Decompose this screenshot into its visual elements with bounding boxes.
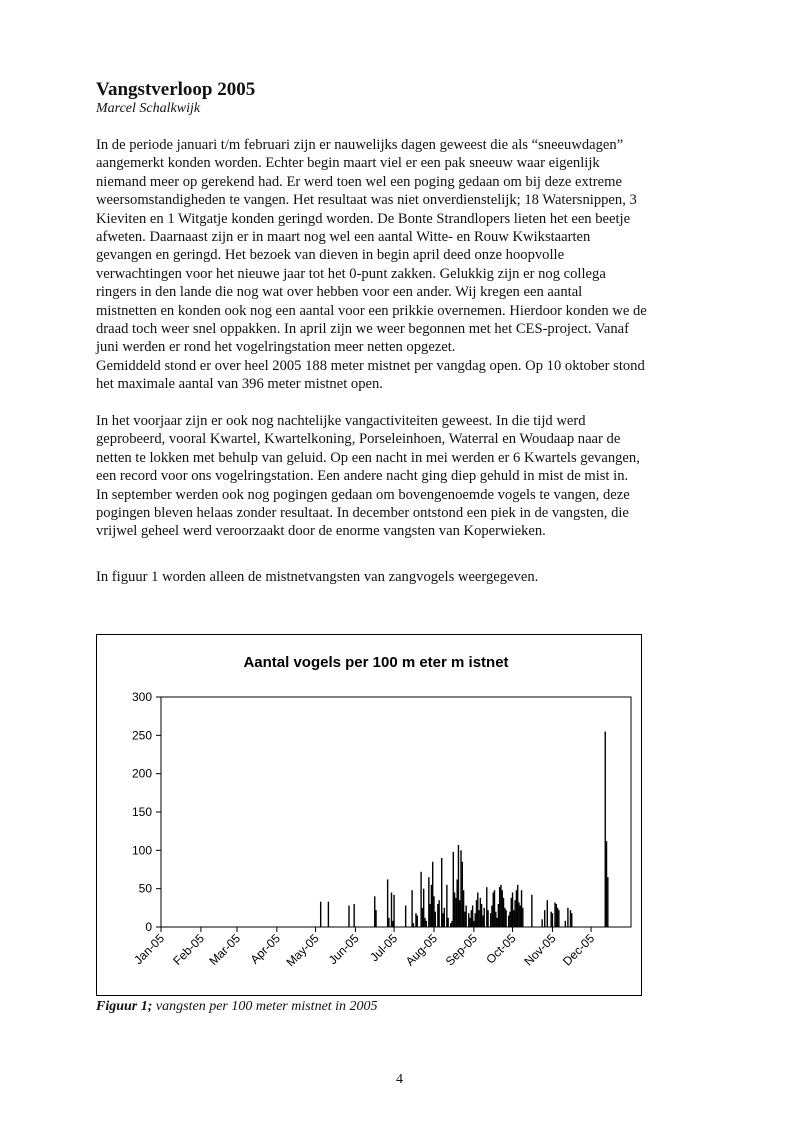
text-line: geprobeerd, vooral Kwartel, Kwartelkoning, Porseleinhoen, Waterral en Woudaap naar de xyxy=(96,431,621,448)
data-bar xyxy=(442,913,443,927)
data-bar xyxy=(565,921,566,927)
data-bar xyxy=(464,912,465,927)
data-bar xyxy=(476,900,477,927)
text-line: afweten. Daarnaast zijn er in maart nog wel een aantal Witte- en Rouw Kwikstaarten xyxy=(96,229,591,246)
data-bar xyxy=(328,902,329,927)
data-bar xyxy=(415,913,416,927)
author-name: Marcel Schalkwijk xyxy=(96,101,201,116)
data-bar xyxy=(463,890,464,927)
data-bar xyxy=(571,913,572,927)
data-bar xyxy=(428,877,429,927)
data-bar xyxy=(517,885,518,927)
text-line: In figuur 1 worden alleen de mistnetvangsten van zangvogels weergegeven. xyxy=(96,569,539,585)
data-bar xyxy=(512,893,513,928)
data-bar xyxy=(446,885,447,927)
data-bar xyxy=(494,890,495,927)
caption-label: Figuur 1; xyxy=(96,999,153,1014)
data-bar xyxy=(432,862,433,927)
data-bar xyxy=(422,908,423,927)
text-line: verwachtingen voor het nieuwe jaar tot het 0-punt zakken. Gelukkig zijn er nog collega xyxy=(96,265,606,282)
text-line: pogingen bleven helaas zonder resultaat. In december ontstond een piek in de vangsten, die xyxy=(96,505,629,522)
paragraph-1 xyxy=(96,136,716,394)
data-bar xyxy=(473,921,474,927)
data-bar xyxy=(469,918,470,927)
text-line: Kieviten en 1 Witgatje konden geringd worden. De Bonte Strandlopers lieten het een beetje xyxy=(96,210,631,227)
data-bar xyxy=(605,732,606,928)
data-bar xyxy=(557,908,558,927)
data-bar xyxy=(468,913,469,927)
data-bar xyxy=(556,904,557,927)
data-bar xyxy=(353,904,354,927)
data-bar xyxy=(458,845,459,927)
y-tick-label: 50 xyxy=(138,881,152,896)
paragraph-2 xyxy=(96,412,716,541)
x-tick-label: Apr-05 xyxy=(247,931,284,967)
data-bar xyxy=(505,910,506,927)
data-bar xyxy=(502,890,503,927)
data-bar xyxy=(554,902,555,927)
data-bar xyxy=(413,923,414,927)
data-bar xyxy=(518,902,519,927)
data-bar xyxy=(472,906,473,927)
data-bar xyxy=(499,887,500,927)
data-bar xyxy=(500,885,501,927)
chart-title: Aantal vogels per 100 m eter m istnet xyxy=(243,654,509,671)
data-bar xyxy=(387,879,388,927)
data-bar xyxy=(493,893,494,928)
data-bar xyxy=(423,889,424,927)
chart-figure xyxy=(96,634,642,996)
data-bar xyxy=(544,910,545,927)
plot-area xyxy=(161,697,631,927)
data-bar xyxy=(426,921,427,927)
data-bar xyxy=(521,890,522,927)
page-number: 4 xyxy=(396,1072,403,1087)
data-bar xyxy=(462,862,463,927)
text-line: aangemerkt konden worden. Echter begin maart viel er een pak sneeuw waar eigenlijk xyxy=(96,155,600,172)
data-bar xyxy=(459,900,460,927)
data-bar xyxy=(424,918,425,927)
figure-caption xyxy=(96,999,378,1015)
y-tick-label: 100 xyxy=(131,843,152,858)
x-tick-label: Aug-05 xyxy=(402,931,441,969)
y-tick-label: 0 xyxy=(145,920,152,934)
data-bar xyxy=(450,923,451,927)
bar-chart xyxy=(97,635,641,995)
x-tick-label: Sep-05 xyxy=(442,931,481,969)
data-bar xyxy=(420,872,421,927)
x-tick-label: Jan-05 xyxy=(131,931,168,968)
x-tick-label: Jun-05 xyxy=(325,931,362,968)
article-title: Vangstverloop 2005 xyxy=(96,79,256,100)
data-bar xyxy=(477,893,478,928)
data-bar xyxy=(513,910,514,927)
y-tick-label: 250 xyxy=(131,728,152,743)
data-bar xyxy=(552,913,553,927)
data-bar xyxy=(486,887,487,927)
data-bar xyxy=(511,898,512,927)
text-line: gevangen en geringd. Het bezoek van dieven in begin april deed onze hoopvolle xyxy=(96,247,565,264)
data-bar xyxy=(465,906,466,927)
data-bar xyxy=(455,898,456,927)
data-bar xyxy=(411,890,412,927)
caption-text: vangsten per 100 meter mistnet in 2005 xyxy=(152,999,378,1014)
x-tick-label: Feb-05 xyxy=(170,931,208,969)
text-line: ringers in den lande die nog wat over hebben voor een ander. Wij kregen een aantal xyxy=(96,284,583,301)
x-tick-label: Nov-05 xyxy=(521,931,559,969)
data-bar xyxy=(498,904,499,927)
data-bar xyxy=(491,906,492,927)
data-bar xyxy=(514,900,515,927)
paragraph-3 xyxy=(96,568,716,586)
data-bar xyxy=(520,906,521,927)
data-bar xyxy=(392,921,393,927)
text-line: juni werden er rond het vogelringstation meer netten opgezet. xyxy=(96,339,456,356)
data-bar xyxy=(431,885,432,927)
data-bar xyxy=(516,890,517,927)
y-tick-label: 150 xyxy=(131,805,152,819)
text-line: niemand meer op gerekend had. Er werd toen wel een poging gedaan om bij deze extreme xyxy=(96,173,622,190)
x-tick-label: Dec-05 xyxy=(559,931,598,969)
data-bar xyxy=(541,919,542,927)
data-bar xyxy=(454,893,455,928)
x-tick-label: Jul-05 xyxy=(367,931,401,965)
data-bar xyxy=(348,906,349,927)
data-bar xyxy=(405,906,406,927)
text-line: mistnetten en konden ook nog een aantal voor een prikkie overnemen. Hierdoor konden we de xyxy=(96,302,647,319)
data-bar xyxy=(437,904,438,927)
data-bar xyxy=(474,913,475,927)
data-bar xyxy=(444,908,445,927)
text-line: vrijwel geheel werd veroorzaakt door de enorme vangsten van Koperwieken. xyxy=(96,523,546,540)
data-bar xyxy=(558,910,559,927)
data-bar xyxy=(547,900,548,927)
text-line: een record voor ons vogelringstation. Een andere nacht ging diep gehuld in mist de mist in. xyxy=(96,468,629,485)
data-bar xyxy=(374,896,375,927)
data-bar xyxy=(606,841,607,927)
data-bar xyxy=(435,912,436,927)
data-bar xyxy=(478,910,479,927)
data-bar xyxy=(496,918,497,927)
text-line: netten te lokken met behulp van geluid. Op een nacht in mei werden er 6 Kwartels gevangen, xyxy=(96,449,640,466)
text-line: het maximale aantal van 396 meter mistnet open. xyxy=(96,376,383,393)
data-bar xyxy=(550,912,551,927)
y-tick-label: 300 xyxy=(131,690,152,704)
x-tick-label: Oct-05 xyxy=(483,931,519,967)
data-bar xyxy=(375,910,376,927)
text-line: Gemiddeld stond er over heel 2005 188 meter mistnet per vangdag open. Op 10 oktober stond xyxy=(96,357,645,374)
data-bar xyxy=(391,893,392,928)
data-bar xyxy=(490,913,491,927)
data-bar xyxy=(504,908,505,927)
data-bar xyxy=(393,895,394,927)
text-line: weersomstandigheden te vangen. Het resultaat was niet onverdienstelijk; 18 Watersnippen, 3 xyxy=(96,192,637,209)
data-bar xyxy=(508,916,509,928)
data-bar xyxy=(417,916,418,928)
data-bar xyxy=(320,902,321,927)
text-line: draad toch weer snel oppakken. In april zijn we weer begonnen met het CES-project. Vanaf xyxy=(96,321,630,338)
data-bar xyxy=(487,910,488,927)
data-bar xyxy=(447,918,448,927)
data-bar xyxy=(480,898,481,927)
x-tick-label: Mar-05 xyxy=(206,931,244,969)
data-bar xyxy=(531,895,532,927)
data-bar xyxy=(509,912,510,927)
text-line: In de periode januari t/m februari zijn er nauwelijks dagen geweest die als “sneeuwdagen” xyxy=(96,137,624,153)
data-bar xyxy=(471,910,472,927)
text-line: In september werden ook nog pogingen gedaan om bovengenoemde vogels te vangen, deze xyxy=(96,486,630,503)
data-bar xyxy=(503,898,504,927)
data-bar xyxy=(453,852,454,927)
data-bar xyxy=(451,921,452,927)
data-bar xyxy=(438,900,439,927)
data-bar xyxy=(495,912,496,927)
data-bar xyxy=(567,908,568,927)
x-tick-label: May-05 xyxy=(283,931,322,970)
data-bar xyxy=(433,896,434,927)
data-bar xyxy=(441,858,442,927)
data-bar xyxy=(570,910,571,927)
data-bar xyxy=(484,908,485,927)
text-line: In het voorjaar zijn er ook nog nachtelijke vangactiviteiten geweest. In die tijd werd xyxy=(96,413,586,429)
y-tick-label: 200 xyxy=(131,766,152,781)
data-bar xyxy=(429,904,430,927)
data-bar xyxy=(481,904,482,927)
data-bar xyxy=(456,879,457,927)
data-bar xyxy=(482,916,483,928)
data-bar xyxy=(388,918,389,927)
data-bar xyxy=(460,850,461,927)
data-bar xyxy=(522,908,523,927)
data-bar xyxy=(607,877,608,927)
